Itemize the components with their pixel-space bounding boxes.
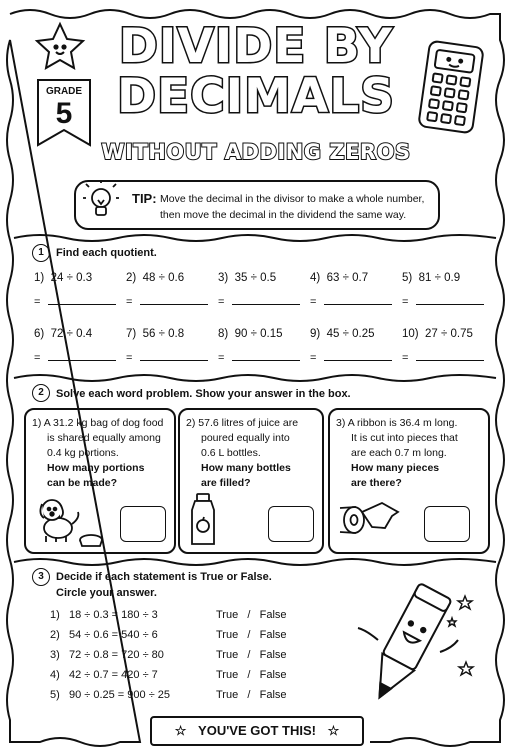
answer-line[interactable] [126, 350, 208, 364]
problem-line: are each 0.7 m long. [351, 447, 447, 459]
true-false-choice [216, 669, 287, 681]
answer-box-3[interactable] [424, 506, 470, 542]
problem-number: 7) [126, 328, 137, 340]
false-option[interactable]: False [259, 609, 287, 621]
statement-text: 42 ÷ 0.7 = 420 ÷ 7 [68, 669, 158, 681]
problem-number: 5) [402, 272, 413, 284]
subtitle: WITHOUT ADDING ZEROS [101, 140, 411, 164]
answer-blank[interactable] [232, 350, 300, 361]
true-option[interactable]: True [216, 689, 239, 701]
problem-number: 8) [218, 328, 229, 340]
problem-expression: 45 ÷ 0.25 [326, 328, 375, 340]
problem-expression: 56 ÷ 0.8 [142, 328, 185, 340]
true-false-choice [216, 649, 287, 661]
tip-label: TIP: [132, 191, 157, 206]
true-option[interactable]: True [216, 629, 239, 641]
statement-number: 5) [50, 689, 60, 701]
answer-blank[interactable] [140, 350, 208, 361]
problem-expression: 48 ÷ 0.6 [142, 272, 185, 284]
choice-separator: / [247, 669, 251, 681]
quotient-problem [126, 328, 184, 340]
star-icon [448, 596, 473, 675]
answer-line[interactable] [402, 350, 484, 364]
problem-line: A 31.2 kg bag of dog food [43, 417, 164, 429]
statement [50, 649, 164, 661]
star-icon: ☆ [174, 723, 187, 738]
statement-number: 4) [50, 669, 60, 681]
answer-blank[interactable] [232, 294, 300, 305]
problem-line: is shared equally among [47, 432, 161, 444]
answer-line[interactable] [34, 294, 116, 308]
problem-number: 4) [310, 272, 321, 284]
equals-sign: = [402, 296, 409, 308]
problem-line: poured equally into [201, 432, 290, 444]
grade-number: 5 [55, 97, 73, 130]
section-3-subtitle: Circle your answer. [56, 587, 157, 599]
title-line-2: DECIMALS [116, 69, 396, 124]
choice-separator: / [247, 649, 251, 661]
problem-number: 10) [402, 328, 419, 340]
problem-expression: 35 ÷ 0.5 [234, 272, 277, 284]
choice-separator: / [247, 629, 251, 641]
word-problem-text [32, 416, 163, 491]
star-icon: ☆ [327, 723, 340, 738]
quotient-problem [34, 328, 92, 340]
equals-sign: = [34, 296, 41, 308]
section-3-number: 3 [32, 568, 50, 586]
problem-number: 3) [218, 272, 229, 284]
false-option[interactable]: False [259, 669, 287, 681]
word-problem-text [336, 416, 458, 491]
answer-blank[interactable] [48, 350, 116, 361]
problem-expression: 63 ÷ 0.7 [326, 272, 369, 284]
problem-expression: 90 ÷ 0.15 [234, 328, 283, 340]
true-option[interactable]: True [216, 649, 239, 661]
equals-sign: = [310, 296, 317, 308]
statement [50, 689, 170, 701]
problem-question: How many pieces [351, 462, 440, 474]
problem-line: A ribbon is 36.4 m long. [347, 417, 458, 429]
title-line-1: DIVIDE BY [118, 19, 394, 74]
true-option[interactable]: True [216, 609, 239, 621]
choice-separator: / [247, 609, 251, 621]
problem-expression: 24 ÷ 0.3 [50, 272, 93, 284]
answer-blank[interactable] [416, 350, 484, 361]
problem-number: 6) [34, 328, 45, 340]
problem-expression: 81 ÷ 0.9 [418, 272, 461, 284]
answer-line[interactable] [218, 350, 300, 364]
problem-number: 2) [126, 272, 137, 284]
answer-line[interactable] [218, 294, 300, 308]
statement [50, 669, 158, 681]
true-option[interactable]: True [216, 669, 239, 681]
answer-blank[interactable] [324, 350, 392, 361]
grade-label: GRADE [45, 86, 83, 97]
equals-sign: = [218, 296, 225, 308]
answer-blank[interactable] [140, 294, 208, 305]
equals-sign: = [310, 352, 317, 364]
footer-banner [150, 716, 364, 746]
statement-text: 18 ÷ 0.3 = 180 ÷ 3 [68, 609, 158, 621]
quotient-problem [218, 272, 276, 284]
quotient-problem [218, 328, 283, 340]
statement-text: 72 ÷ 0.8 = 720 ÷ 80 [68, 649, 164, 661]
problem-number: 9) [310, 328, 321, 340]
problem-question: How many bottles [201, 462, 291, 474]
answer-line[interactable] [310, 294, 392, 308]
equals-sign: = [218, 352, 225, 364]
word-problem-text [186, 416, 298, 491]
tip-text: Move the decimal in the divisor to make a whole number, then move the decimal in the dividend the same way. [160, 193, 425, 221]
quotient-problem [310, 272, 368, 284]
quotient-problem [310, 328, 375, 340]
star-mascot-icon [37, 24, 83, 68]
quotient-problem [402, 328, 473, 340]
quotient-problem [34, 272, 92, 284]
true-false-choice [216, 689, 287, 701]
statement-number: 2) [50, 629, 60, 641]
pencil-mascot-icon [358, 583, 458, 706]
problem-number: 1) [34, 272, 45, 284]
answer-blank[interactable] [324, 294, 392, 305]
problem-question: are filled? [201, 477, 251, 489]
quotient-problem [126, 272, 184, 284]
problem-question: are there? [351, 477, 402, 489]
choice-separator: / [247, 689, 251, 701]
answer-line[interactable] [310, 350, 392, 364]
problem-expression: 72 ÷ 0.4 [50, 328, 93, 340]
answer-blank[interactable] [48, 294, 116, 305]
problem-line: 0.4 kg portions. [47, 447, 119, 459]
answer-blank[interactable] [416, 294, 484, 305]
equals-sign: = [126, 352, 133, 364]
statement-number: 1) [50, 609, 60, 621]
statement [50, 629, 158, 641]
answer-box-1[interactable] [120, 506, 166, 542]
equals-sign: = [126, 296, 133, 308]
section-2-title: Solve each word problem. Show your answer in the box. [56, 388, 351, 400]
false-option[interactable]: False [259, 629, 287, 641]
section-2-number: 2 [32, 384, 50, 402]
problem-question: How many portions [47, 462, 145, 474]
statement-number: 3) [50, 649, 60, 661]
equals-sign: = [402, 352, 409, 364]
quotient-problem [402, 272, 460, 284]
footer-text: YOU'VE GOT THIS! [198, 723, 316, 738]
problem-line: 0.6 L bottles. [201, 447, 261, 459]
equals-sign: = [34, 352, 41, 364]
problem-number: 1) [32, 417, 42, 429]
section-3-title: Decide if each statement is True or False. [56, 571, 272, 583]
statement-text: 90 ÷ 0.25 = 900 ÷ 25 [68, 689, 171, 701]
problem-number: 2) [186, 417, 196, 429]
answer-line[interactable] [34, 350, 116, 364]
calculator-icon [418, 41, 483, 134]
answer-box-2[interactable] [268, 506, 314, 542]
answer-line[interactable] [126, 294, 208, 308]
section-1-title: Find each quotient. [56, 247, 157, 259]
true-false-choice [216, 629, 287, 641]
problem-question: can be made? [47, 477, 118, 489]
section-1-number: 1 [32, 244, 50, 262]
false-option[interactable]: False [259, 649, 287, 661]
problem-line: 57.6 litres of juice are [198, 417, 299, 429]
problem-number: 3) [336, 417, 346, 429]
statement [50, 609, 158, 621]
false-option[interactable]: False [259, 689, 287, 701]
statement-text: 54 ÷ 0.6 = 540 ÷ 6 [68, 629, 158, 641]
problem-line: It is cut into pieces that [351, 432, 458, 444]
true-false-choice [216, 609, 287, 621]
answer-line[interactable] [402, 294, 484, 308]
problem-expression: 27 ÷ 0.75 [425, 328, 473, 340]
